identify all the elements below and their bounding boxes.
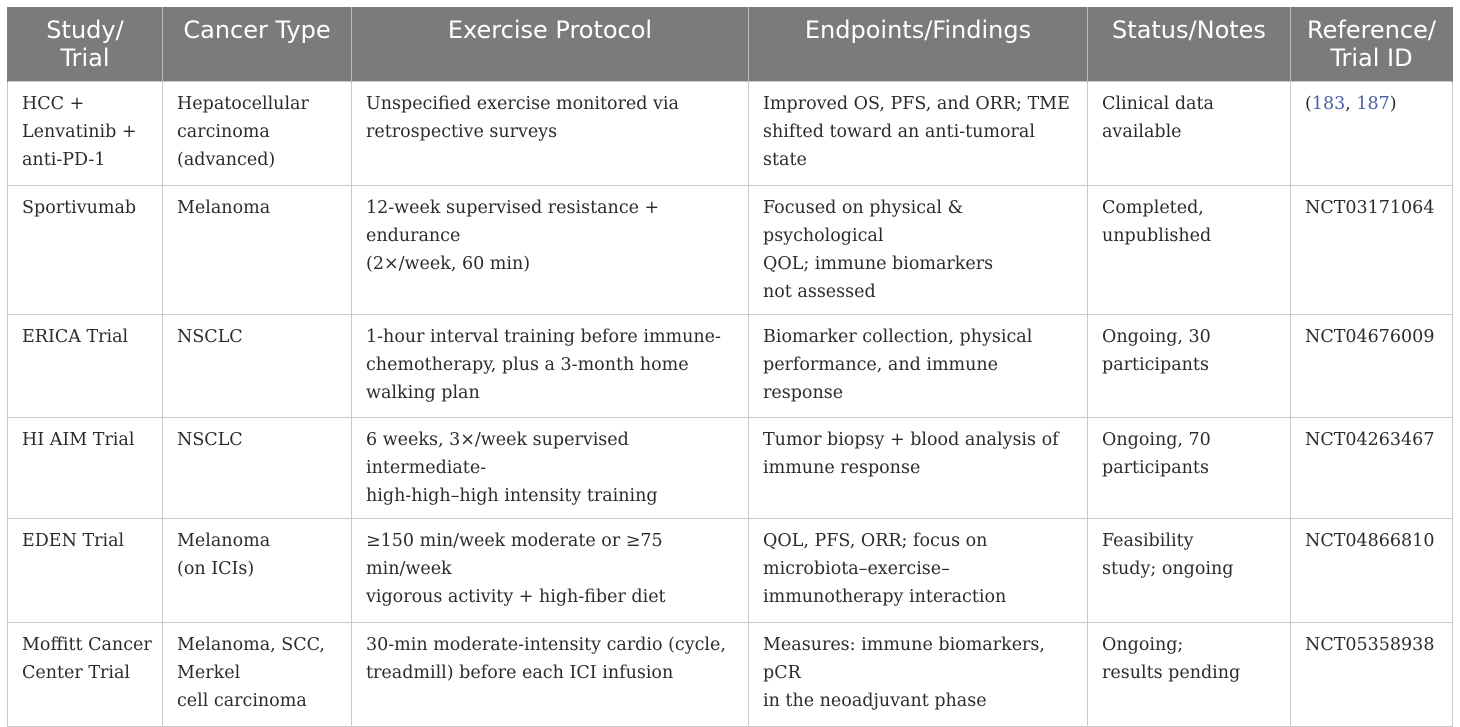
- exercise-immunotherapy-trials-table: [7, 7, 1453, 727]
- cell-status: Ongoing, 30 participants: [1088, 315, 1291, 418]
- header-cancer-type: Cancer Type: [163, 7, 352, 82]
- cell-study: HI AIM Trial: [8, 418, 163, 519]
- cell-status: Completed, unpublished: [1088, 186, 1291, 315]
- table-row: [8, 519, 1453, 623]
- cell-reference: NCT05358938: [1291, 623, 1453, 727]
- cell-study: ERICA Trial: [8, 315, 163, 418]
- cell-endpoints: Biomarker collection, physical performance, and immune response: [749, 315, 1088, 418]
- cell-exercise-protocol: 6 weeks, 3×/week supervised intermediate- high-high–high intensity training: [352, 418, 749, 519]
- cell-study: HCC + Lenvatinib + anti-PD-1: [8, 82, 163, 186]
- reference-link-183[interactable]: 183: [1311, 94, 1346, 114]
- table-header: [8, 7, 1453, 82]
- cell-endpoints: Tumor biopsy + blood analysis of immune response: [749, 418, 1088, 519]
- header-study-trial: Study/ Trial: [8, 7, 163, 82]
- cell-endpoints: Focused on physical & psychological QOL; immune biomarkers not assessed: [749, 186, 1088, 315]
- cell-cancer-type: NSCLC: [163, 418, 352, 519]
- cell-reference: (183, 187): [1291, 82, 1453, 186]
- header-endpoints-findings: Endpoints/Findings: [749, 7, 1088, 82]
- cell-study: Sportivumab: [8, 186, 163, 315]
- reference-link-187[interactable]: 187: [1356, 94, 1390, 114]
- header-reference-trial-id: Reference/ Trial ID: [1291, 7, 1453, 82]
- cell-status: Ongoing; results pending: [1088, 623, 1291, 727]
- cell-exercise-protocol: 30-min moderate-intensity cardio (cycle, treadmill) before each ICI infusion: [352, 623, 749, 727]
- cell-cancer-type: Melanoma: [163, 186, 352, 315]
- cell-reference: NCT04676009: [1291, 315, 1453, 418]
- table-row: [8, 186, 1453, 315]
- cell-exercise-protocol: Unspecified exercise monitored via retrospective surveys: [352, 82, 749, 186]
- cell-status: Ongoing, 70 participants: [1088, 418, 1291, 519]
- header-row: [8, 7, 1453, 82]
- table-row: [8, 315, 1453, 418]
- cell-cancer-type: Hepatocellular carcinoma (advanced): [163, 82, 352, 186]
- header-exercise-protocol: Exercise Protocol: [352, 7, 749, 82]
- table-row: [8, 623, 1453, 727]
- table-body: [8, 82, 1453, 727]
- cell-cancer-type: Melanoma, SCC, Merkel cell carcinoma: [163, 623, 352, 727]
- cell-exercise-protocol: ≥150 min/week moderate or ≥75 min/week vigorous activity + high-fiber diet: [352, 519, 749, 623]
- cell-status: Feasibility study; ongoing: [1088, 519, 1291, 623]
- cell-status: Clinical data available: [1088, 82, 1291, 186]
- cell-cancer-type: NSCLC: [163, 315, 352, 418]
- cell-endpoints: Improved OS, PFS, and ORR; TME shifted toward an anti-tumoral state: [749, 82, 1088, 186]
- cell-exercise-protocol: 12-week supervised resistance + endurance (2×/week, 60 min): [352, 186, 749, 315]
- cell-exercise-protocol: 1-hour interval training before immune- chemotherapy, plus a 3-month home walking plan: [352, 315, 749, 418]
- cell-reference: NCT04866810: [1291, 519, 1453, 623]
- cell-reference: NCT04263467: [1291, 418, 1453, 519]
- table-row: [8, 418, 1453, 519]
- cell-study: EDEN Trial: [8, 519, 163, 623]
- trials-table-container: [7, 7, 1452, 727]
- cell-cancer-type: Melanoma (on ICIs): [163, 519, 352, 623]
- cell-study: Moffitt Cancer Center Trial: [8, 623, 163, 727]
- cell-reference: NCT03171064: [1291, 186, 1453, 315]
- cell-endpoints: Measures: immune biomarkers, pCR in the neoadjuvant phase: [749, 623, 1088, 727]
- header-status-notes: Status/Notes: [1088, 7, 1291, 82]
- table-row: [8, 82, 1453, 186]
- cell-endpoints: QOL, PFS, ORR; focus on microbiota–exercise– immunotherapy interaction: [749, 519, 1088, 623]
